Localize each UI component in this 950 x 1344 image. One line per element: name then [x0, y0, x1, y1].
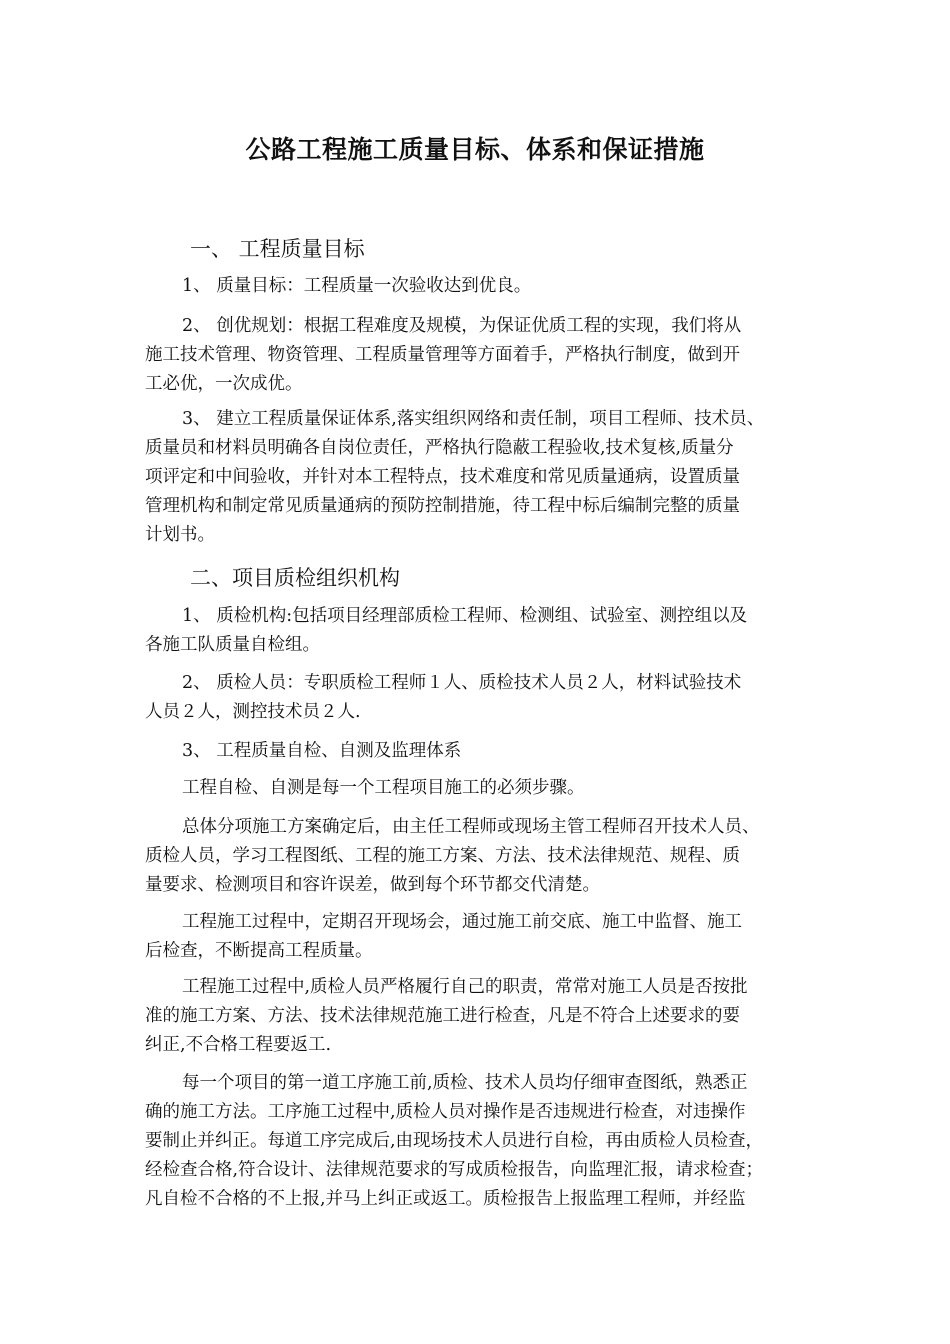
paragraph-line: 工程自检、自测是每一个工程项目施工的必须步骤。 [182, 778, 585, 798]
paragraph-line: 总体分项施工方案确定后，由主任工程师或现场主管工程师召开技术人员、 [182, 817, 760, 837]
paragraph-line: 计划书。 [145, 525, 215, 545]
document-title: 公路工程施工质量目标、体系和保证措施 [245, 135, 705, 164]
paragraph-line: 每一个项目的第一道工序施工前,质检、技术人员均仔细审查图纸，熟悉正 [182, 1073, 748, 1093]
paragraph-line: 准的施工方案、方法、技术法律规范施工进行检查，凡是不符合上述要求的要 [145, 1006, 740, 1026]
paragraph-line: 1、 质量目标：工程质量一次验收达到优良。 [182, 276, 532, 296]
paragraph [145, 405, 810, 550]
paragraph-line: 要制止并纠正。每道工序完成后,由现场技术人员进行自检，再由质检人员检查， [145, 1131, 764, 1151]
paragraph-line: 凡自检不合格的不上报,并马上纠正或返工。质检报告上报监理工程师，并经监 [145, 1189, 746, 1209]
paragraph-line: 人员２人，测控技术员２人. [145, 702, 361, 722]
paragraph-line: 纠正,不合格工程要返工. [145, 1035, 332, 1055]
paragraph [145, 272, 810, 301]
paragraph-line: 2、 质检人员：专职质检工程师１人、质检技术人员２人，材料试验技术 [182, 673, 742, 693]
paragraph-line: 量要求、检测项目和容许误差，做到每个环节都交代清楚。 [145, 875, 600, 895]
paragraph-line: 质量员和材料员明确各自岗位责任，严格执行隐蔽工程验收,技术复核,质量分 [145, 438, 734, 458]
paragraph [145, 312, 810, 399]
paragraph-line: 工程施工过程中,质检人员严格履行自己的职责，常常对施工人员是否按批 [182, 977, 748, 997]
paragraph-line: 管理机构和制定常见质量通病的预防控制措施，待工程中标后编制完整的质量 [145, 496, 740, 516]
paragraph-line: 质检人员，学习工程图纸、工程的施工方案、方法、技术法律规范、规程、质 [145, 846, 740, 866]
paragraph-line: 3、 建立工程质量保证体系,落实组织网络和责任制，项目工程师、技术员、 [182, 409, 765, 429]
paragraph-line: 工程施工过程中，定期召开现场会，通过施工前交底、施工中监督、施工 [182, 912, 742, 932]
paragraph-line: 2、 创优规划：根据工程难度及规模，为保证优质工程的实现，我们将从 [182, 316, 742, 336]
paragraph-line: 各施工队质量自检组。 [145, 635, 320, 655]
paragraph-line: 3、 工程质量自检、自测及监理体系 [182, 741, 462, 761]
paragraph [145, 737, 810, 766]
paragraph-line: 确的施工方法。工序施工过程中,质检人员对操作是否违规进行检查，对违操作 [145, 1102, 746, 1122]
paragraph [145, 973, 810, 1060]
paragraph [145, 669, 810, 727]
paragraph-line: 项评定和中间验收，并针对本工程特点，技术难度和常见质量通病，设置质量 [145, 467, 740, 487]
paragraph-line: 施工技术管理、物资管理、工程质量管理等方面着手，严格执行制度，做到开 [145, 345, 740, 365]
paragraph-line: 工必优，一次成优。 [145, 374, 303, 394]
section-heading-1: 一、 工程质量目标 [190, 237, 365, 261]
paragraph [145, 908, 810, 966]
paragraph [145, 813, 810, 900]
paragraph-line: 后检查，不断提高工程质量。 [145, 941, 373, 961]
paragraph [145, 602, 810, 660]
paragraph [145, 774, 810, 803]
paragraph-line: 1、 质检机构:包括项目经理部质检工程师、检测组、试验室、测控组以及 [182, 606, 748, 626]
section-heading-2: 二、项目质检组织机构 [190, 566, 400, 590]
paragraph-line: 经检查合格,符合设计、法律规范要求的写成质检报告，向监理汇报，请求检查； [145, 1160, 764, 1180]
paragraph [145, 1069, 810, 1214]
